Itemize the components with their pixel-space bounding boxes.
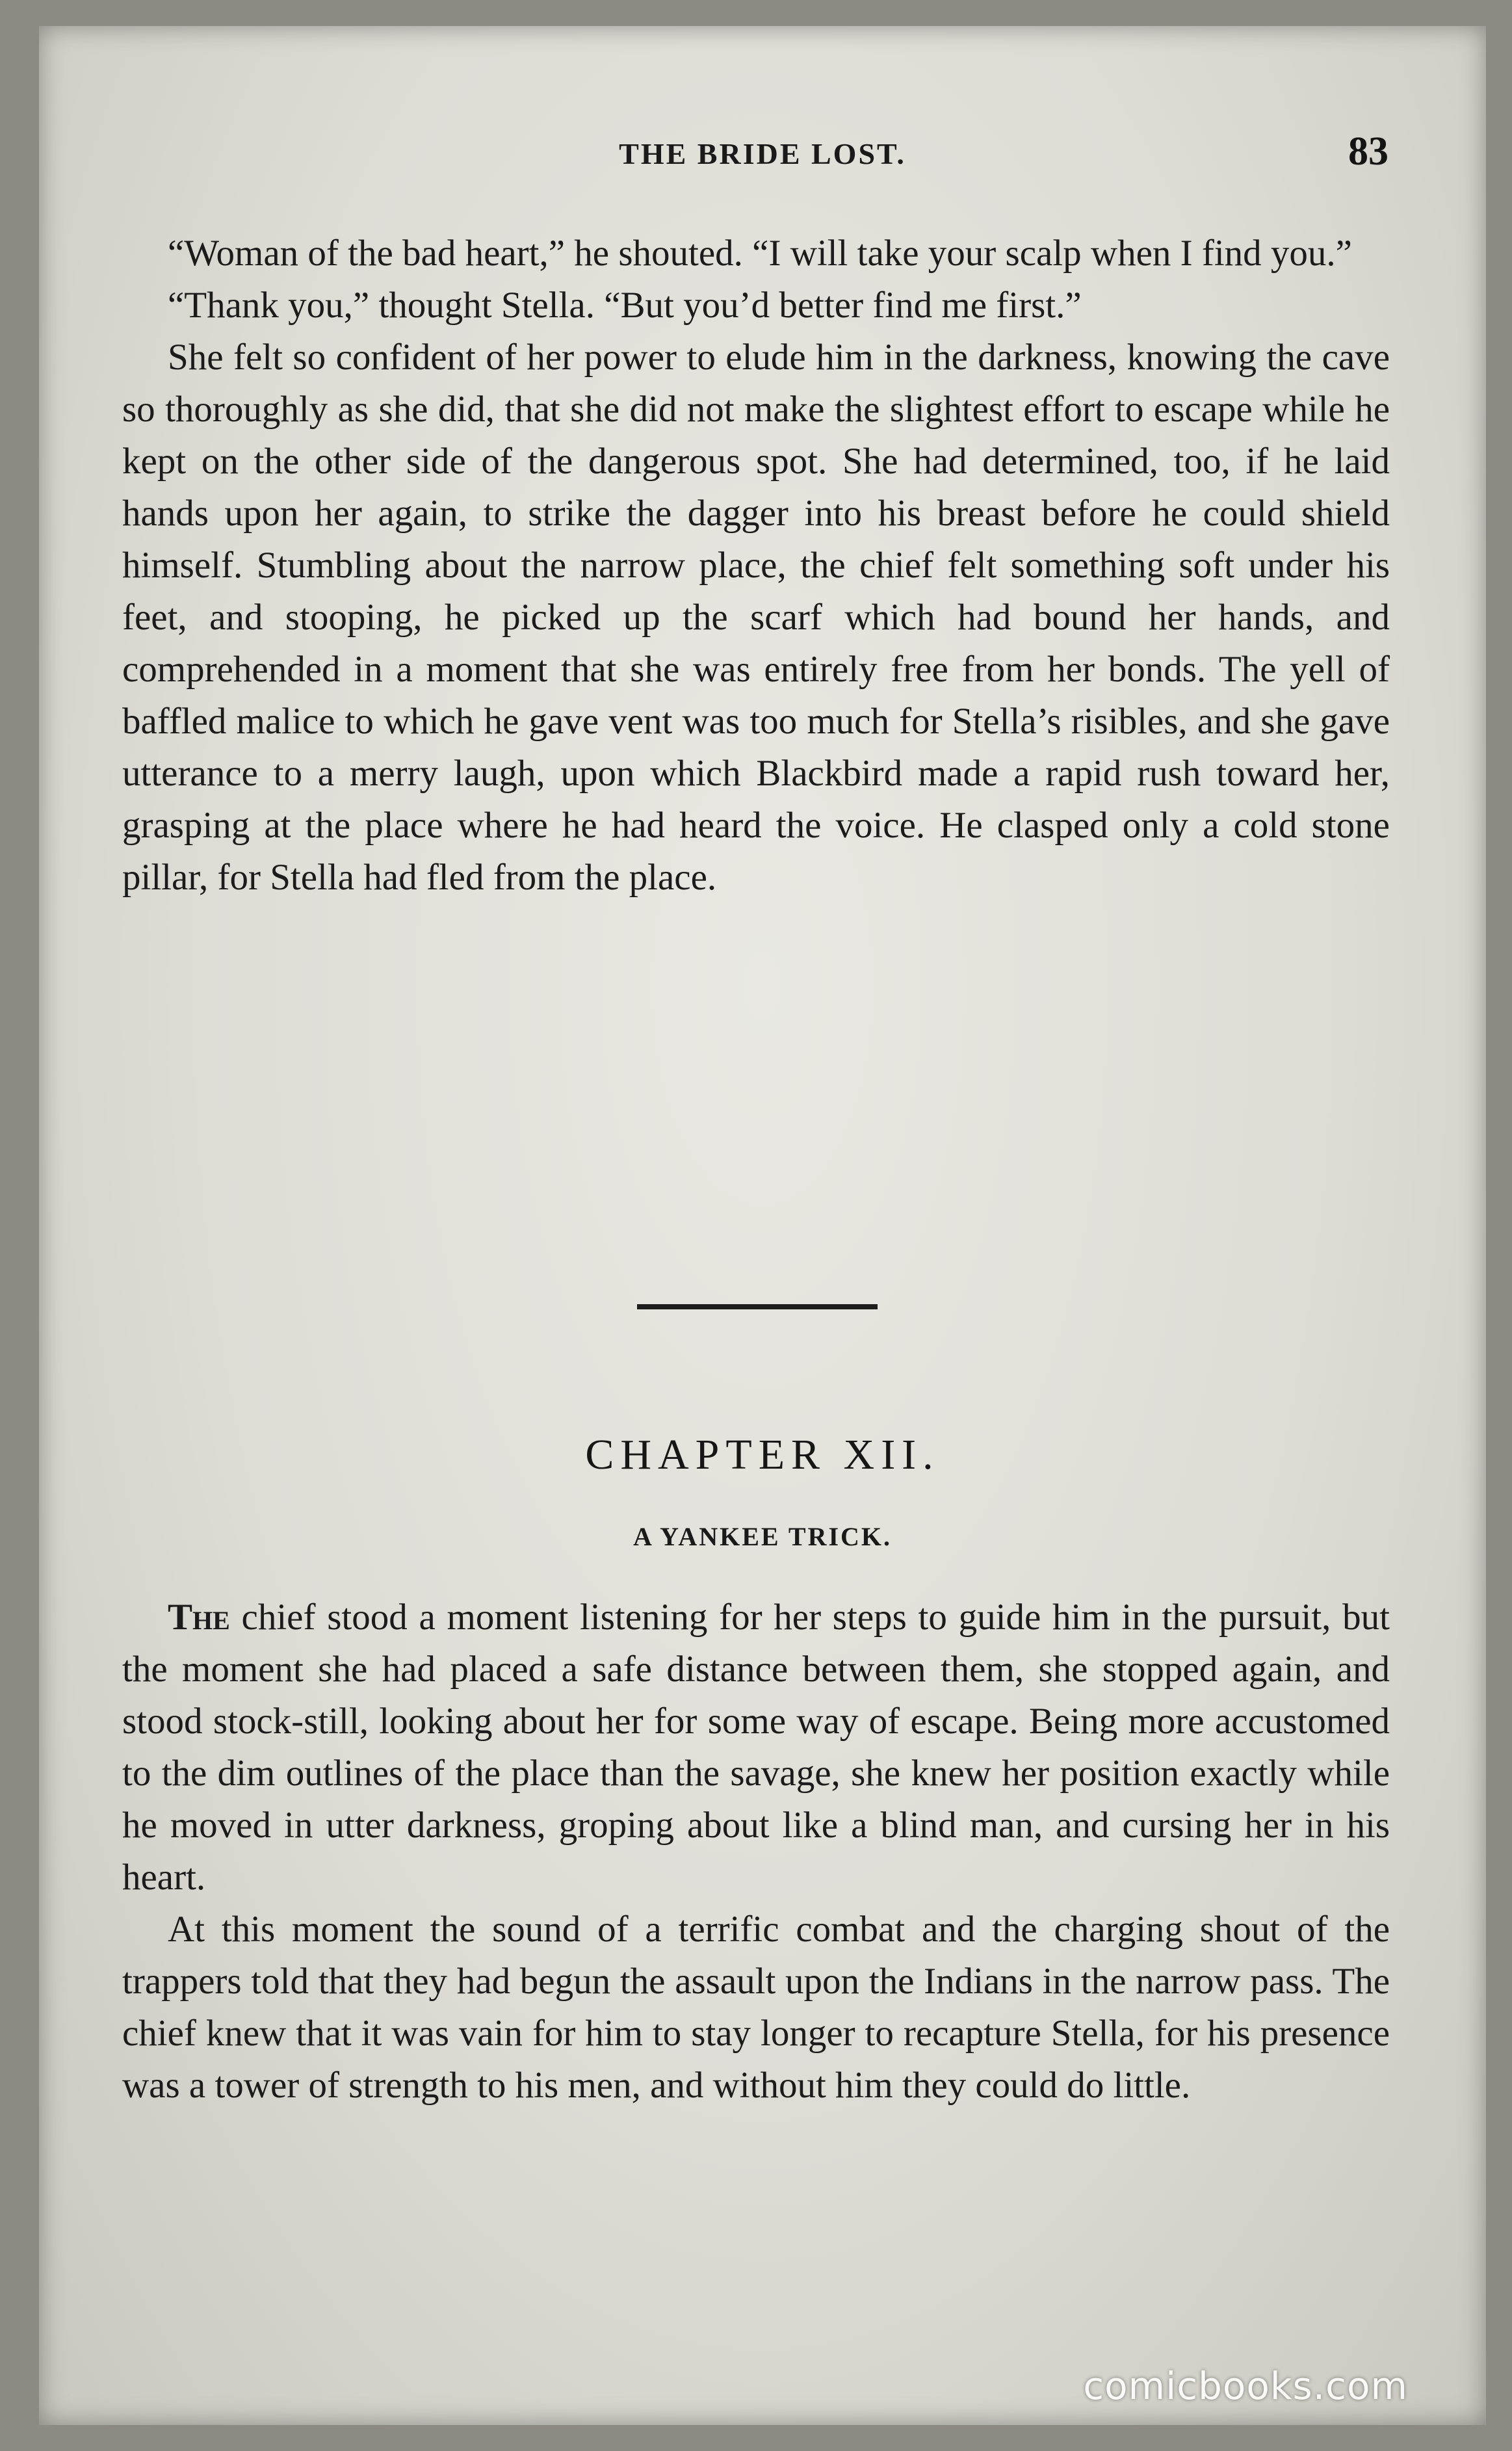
paragraph xyxy=(122,1592,1390,1904)
paragraph-text: chief stood a moment listening for her steps to guide him in the pursuit, but the moment she had placed a safe distance between them, she stopped again, and stood stock-still, looking about her for some way of escape. Being more accustomed to the dim outlines of the place than the savage, she knew her position exactly while he moved in utter darkness, groping about like a blind man, and cursing her in his heart. xyxy=(122,1597,1390,1898)
watermark: comicbooks.com xyxy=(1083,2364,1408,2408)
paragraph: “Woman of the bad heart,” he shouted. “I will take your scalp when I find you.” xyxy=(168,233,1352,274)
section-divider xyxy=(637,1304,878,1309)
paragraph: She felt so confident of her power to elude him in the darkness, knowing the cave so thoroughly as she did, that she did not make the slightest effort to escape while he kept on the other side of the dangerous spot. She had determined, too, if he laid hands upon her again, to strike the dagger into his breast before he could shield himself. Stumbling about the narrow place, the chief felt something soft under his feet, and stooping, he picked up the scarf which had bound her hands, and comprehended in a moment that she was entirely free from her bonds. The yell of baffled malice to which he gave vent was too much for Stella’s risibles, and she gave utterance to a merry laugh, upon which Blackbird made a rapid rush toward her, grasping at the place where he had heard the voice. He clasped only a cold stone pillar, for Stella had fled from the place. xyxy=(122,337,1390,898)
page-number: 83 xyxy=(1348,129,1388,174)
book-page xyxy=(39,26,1486,2425)
chapter-title: CHAPTER XII. xyxy=(585,1431,940,1478)
drop-word: The xyxy=(168,1597,230,1638)
body-text-chapter xyxy=(122,1592,1390,2112)
running-title: THE BRIDE LOST. xyxy=(619,137,906,170)
chapter-subtitle: A YANKEE TRICK. xyxy=(632,1522,893,1551)
paragraph: At this moment the sound of a terrific combat and the charging shout of the trappers told that they had begun the assault upon the Indians in the narrow pass. The chief knew that it was vain for him to stay longer to recapture Stella, for his presence was a tower of strength to his men, and without him they could do little. xyxy=(122,1909,1390,2106)
paragraph: “Thank you,” thought Stella. “But you’d better find me first.” xyxy=(168,285,1082,326)
page-header xyxy=(39,124,1486,176)
body-text-top xyxy=(122,228,1390,904)
